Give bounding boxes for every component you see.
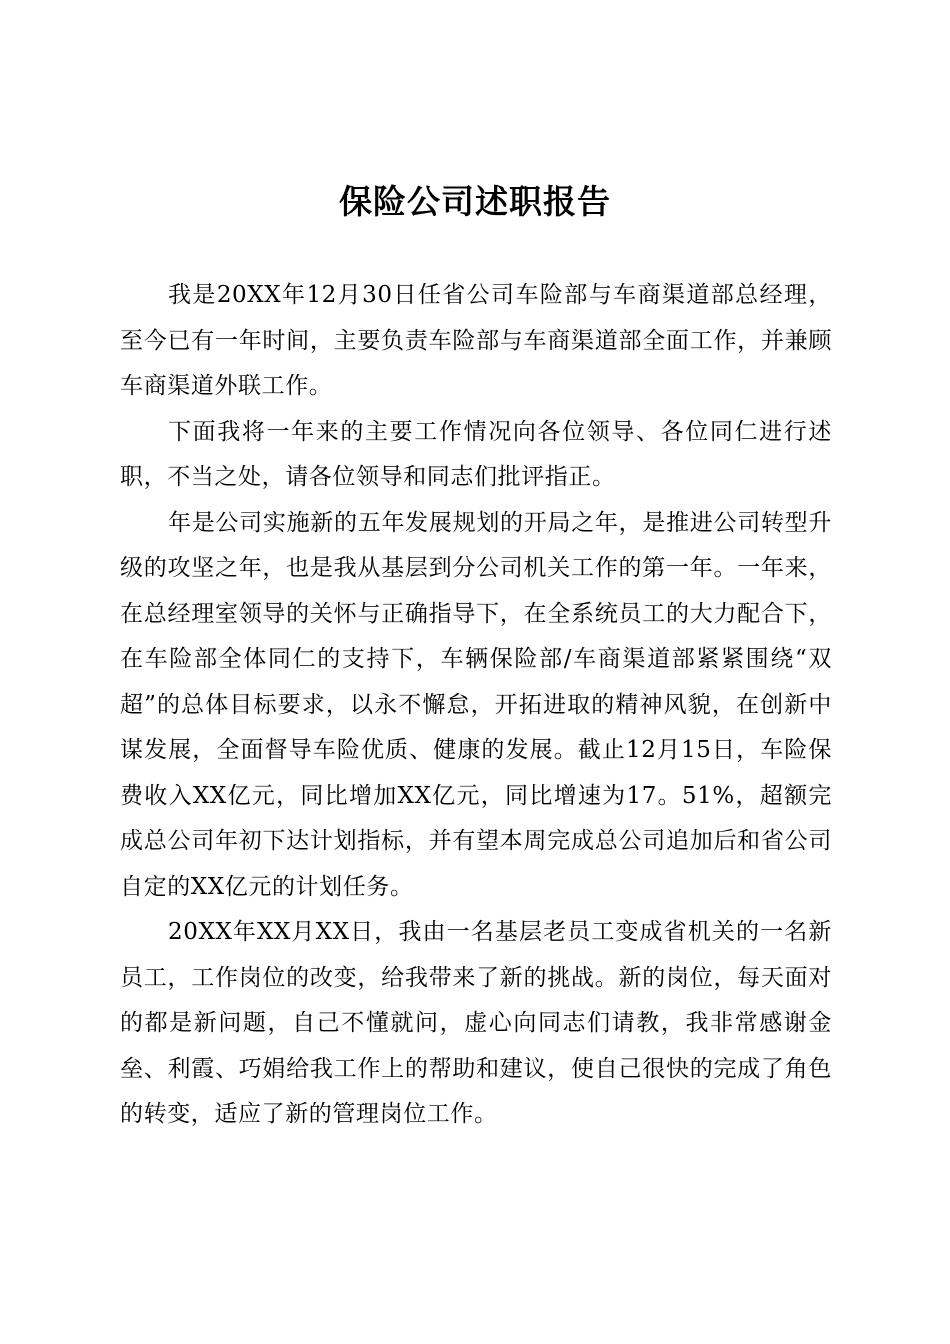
paragraph-introduction: 下面我将一年来的主要工作情况向各位领导、各位同仁进行述职，不当之处，请各位领导和同志们批评指正。	[120, 418, 832, 490]
document-title: 保险公司述职报告	[339, 182, 611, 221]
paragraph-role-change: 20XX年XX月XX日，我由一名基层老员工变成省机关的一名新员工，工作岗位的改变，给我带来了新的挑战。新的岗位，每天面对的都是新问题，自己不懂就问，虚心向同志们请教，我非常感谢金垒、利霞、巧娟给我工作上的帮助和建议，使自己很快的完成了角色的转变，适应了新的管理岗位工作。	[120, 919, 832, 1127]
document-body	[120, 273, 832, 1138]
paragraph-annual-performance: 年是公司实施新的五年发展规划的开局之年，是推进公司转型升级的攻坚之年，也是我从基层到分公司机关工作的第一年。一年来，在总经理室领导的关怀与正确指导下，在全系统员工的大力配合下，在车险部全体同仁的支持下，车辆保险部/车商渠道部紧紧围绕“双超”的总体目标要求，以永不懈怠，开拓进取的精神风貌，在创新中谋发展，全面督导车险优质、健康的发展。截止12月15日，车险保费收入XX亿元，同比增加XX亿元，同比增速为17。51%，超额完成总公司年初下达计划指标，并有望本周完成总公司追加后和省公司自定的XX亿元的计划任务。	[120, 509, 832, 900]
paragraph-appointment: 我是20XX年12月30日任省公司车险部与车商渠道部总经理，至今已有一年时间，主要负责车险部与车商渠道部全面工作，并兼顾车商渠道外联工作。	[120, 282, 832, 399]
